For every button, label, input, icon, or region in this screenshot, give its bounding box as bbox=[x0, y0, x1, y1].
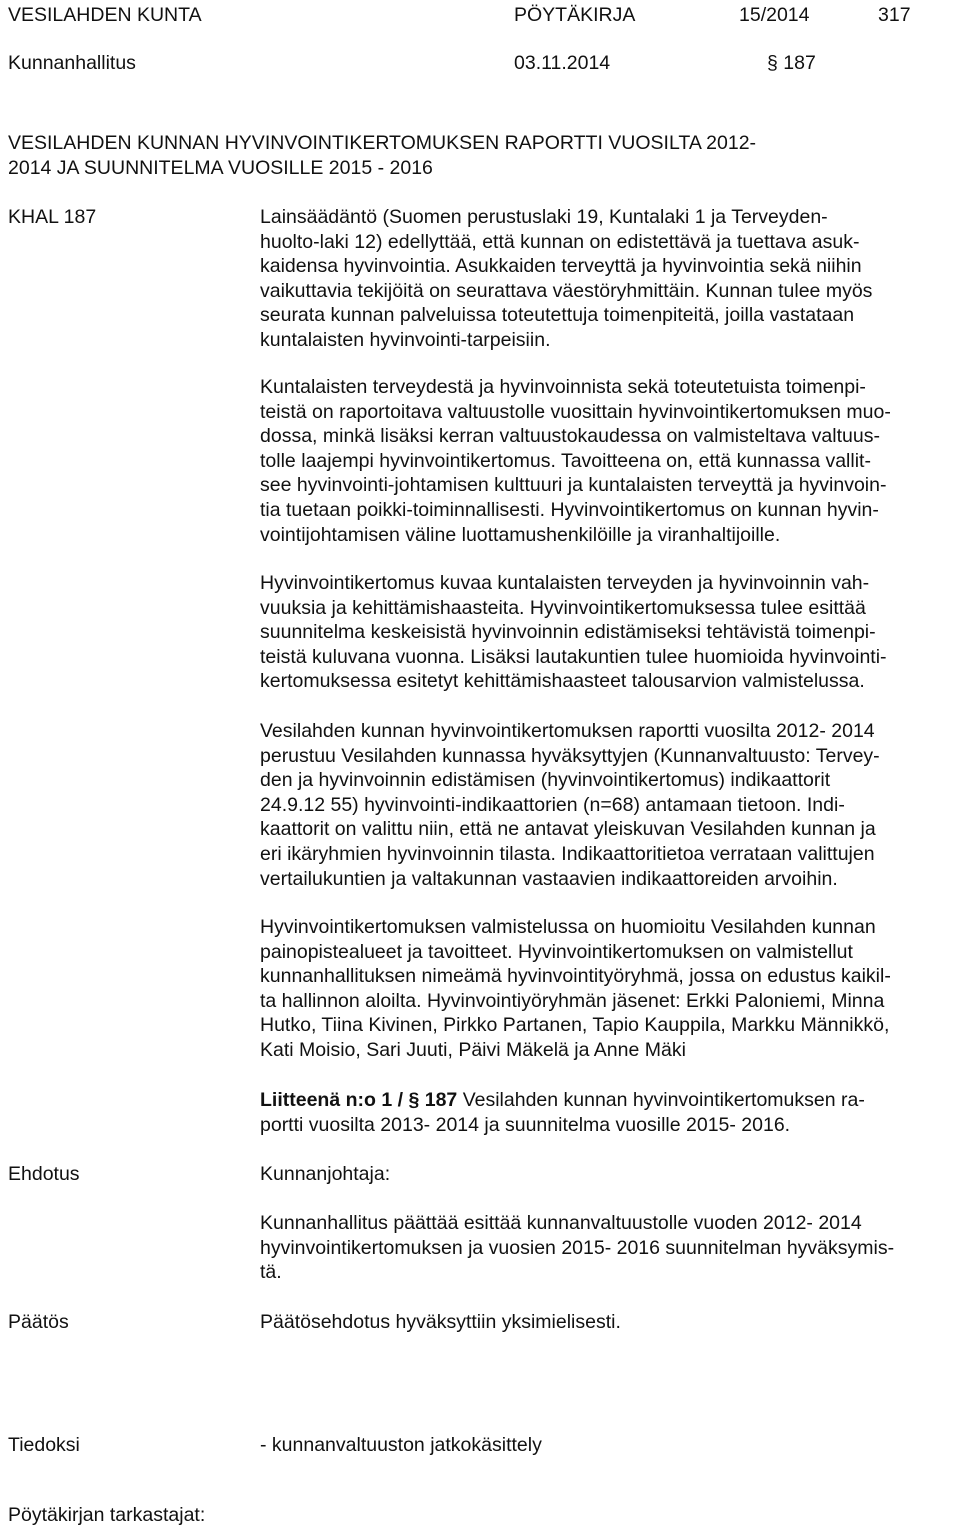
text-line: Kati Moisio, Sari Juuti, Päivi Mäkelä ja Anne Mäki bbox=[260, 1038, 686, 1061]
page-number: 317 bbox=[878, 4, 911, 26]
text-line: vointijohtamisen väline luottamushenkilöille ja viranhaltijoille. bbox=[260, 523, 781, 546]
decision-label: Päätös bbox=[8, 1311, 69, 1333]
text-line: tia tuetaan poikki-toiminnallisesti. Hyvinvointikertomus on kunnan hyvin- bbox=[260, 498, 879, 521]
proposal-author: Kunnanjohtaja: bbox=[260, 1163, 391, 1185]
text-line: kertomuksessa esitetyt kehittämishaasteet talousarvion valmistelussa. bbox=[260, 670, 865, 693]
decision-text: Päätösehdotus hyväksyttiin yksimielisesti. bbox=[260, 1311, 621, 1333]
meeting-body: Kunnanhallitus bbox=[8, 52, 136, 74]
section-symbol: § bbox=[408, 1089, 420, 1111]
text-line: kaidensa hyvinvointia. Asukkaiden terveyttä ja hyvinvointia sekä niihin bbox=[260, 255, 862, 278]
text-line: Kuntalaisten terveydestä ja hyvinvoinnista sekä toteutetuista toimenpi- bbox=[260, 376, 866, 398]
meeting-date: 03.11.2014 bbox=[514, 52, 611, 74]
text-line: den ja hyvinvoinnin edistämisen (hyvinvointikertomus) indikaattorit bbox=[260, 769, 831, 792]
text-line: Hutko, Tiina Kivinen, Pirkko Partanen, Tapio Kauppila, Markku Männikkö, bbox=[260, 1014, 890, 1037]
text-line: eri ikäryhmien hyvinvoinnin tilasta. Indikaattoritietoa verrataan valittujen bbox=[260, 842, 875, 865]
text-line: kunnanhallituksen nimeämä hyvinvointityöryhmä, jossa on edustus kaikil- bbox=[260, 965, 891, 988]
reviewers-label: Pöytäkirjan tarkastajat: bbox=[8, 1504, 206, 1526]
text-line: kaattorit on valittu niin, että ne antavat yleiskuvan Vesilahden kunnan ja bbox=[260, 818, 876, 841]
notices-label: Tiedoksi bbox=[8, 1434, 80, 1456]
proposal-label: Ehdotus bbox=[8, 1163, 80, 1185]
proposal-text bbox=[260, 1211, 960, 1285]
text-line: painopistealueet ja tavoitteet. Hyvinvointikertomuksen on valmistellut bbox=[260, 940, 853, 963]
attachment-section-number: 187 bbox=[424, 1089, 458, 1111]
section-number: 187 bbox=[783, 52, 816, 74]
text-line: kuntalaisten hyvinvointi-tarpeisiin. bbox=[260, 328, 551, 351]
section-reference bbox=[767, 51, 816, 75]
title-line-2: 2014 JA SUUNNITELMA VUOSILLE 2015 - 2016 bbox=[8, 157, 433, 179]
section-symbol: § bbox=[767, 52, 778, 74]
text-line: Vesilahden kunnan hyvinvointikertomuksen raportti vuosilta 2012- 2014 bbox=[260, 720, 875, 742]
text-line: dossa, minkä lisäksi kerran valtuustokaudessa on valmisteltava valtuus- bbox=[260, 425, 880, 448]
text-line: vaikuttavia tekijöitä on seurattava väestöryhmittäin. Kunnan tulee myös bbox=[260, 279, 873, 302]
title-line-1: VESILAHDEN KUNNAN HYVINVOINTIKERTOMUKSEN RAPORTTI VUOSILTA 2012- bbox=[8, 132, 757, 154]
attachment-note bbox=[260, 1088, 960, 1137]
document-type: PÖYTÄKIRJA bbox=[514, 4, 636, 26]
text-line: seurata kunnan palveluissa toteutettuja toimenpiteitä, joilla vastataan bbox=[260, 304, 855, 327]
paragraph-indicators bbox=[260, 719, 960, 891]
case-label: KHAL 187 bbox=[8, 206, 97, 228]
attachment-label: Liitteenä n:o 1 / bbox=[260, 1089, 404, 1111]
text-line: vertailukuntien ja valtakunnan vastaavien indikaattoreiden arvoihin. bbox=[260, 867, 838, 890]
text-line: hyvinvointikertomuksen ja vuosien 2015- 2016 suunnitelman hyväksymis- bbox=[260, 1236, 895, 1259]
text-line: 24.9.12 55) hyvinvointi-indikaattorien (n=68) antamaan tietoon. Indi- bbox=[260, 793, 845, 816]
text-line: teistä kuluvana vuonna. Lisäksi lautakuntien tulee huomioida hyvinvointi- bbox=[260, 645, 887, 668]
notices-text: - kunnanvaltuuston jatkokäsittely bbox=[260, 1434, 542, 1456]
text-line: perustuu Vesilahden kunnassa hyväksyttyjen (Kunnanvaltuusto: Tervey- bbox=[260, 744, 880, 767]
attachment-text: Vesilahden kunnan hyvinvointikertomuksen ra- bbox=[462, 1089, 865, 1111]
attachment-line-2: portti vuosilta 2013- 2014 ja suunnitelma vuosille 2015- 2016. bbox=[260, 1113, 791, 1136]
text-line: huolto-laki 12) edellyttää, että kunnan on edistettävä ja tuettava asuk- bbox=[260, 230, 860, 253]
text-line: Hyvinvointikertomus kuvaa kuntalaisten terveyden ja hyvinvoinnin vah- bbox=[260, 572, 870, 594]
municipality-name: VESILAHDEN KUNTA bbox=[8, 4, 202, 26]
attachment-line-1 bbox=[260, 1088, 960, 1113]
document-number: 15/2014 bbox=[739, 4, 810, 26]
paragraph-legislation bbox=[260, 205, 960, 353]
paragraph-description bbox=[260, 571, 960, 694]
paragraph-reporting bbox=[260, 375, 960, 547]
text-line: suunnitelma keskeisistä hyvinvoinnin edistämiseksi tehtävistä toimenpi- bbox=[260, 621, 876, 644]
text-line: Kunnanhallitus päättää esittää kunnanvaltuustolle vuoden 2012- 2014 bbox=[260, 1212, 862, 1234]
text-line: Hyvinvointikertomuksen valmistelussa on huomioitu Vesilahden kunnan bbox=[260, 916, 876, 938]
text-line: teistä on raportoitava valtuustolle vuosittain hyvinvointikertomuksen muo- bbox=[260, 400, 891, 423]
text-line: tä. bbox=[260, 1261, 282, 1284]
paragraph-working-group bbox=[260, 915, 960, 1063]
text-line: see hyvinvointi-johtamisen kulttuuri ja kuntalaisten terveyttä ja hyvinvoin- bbox=[260, 474, 887, 497]
text-line: vuuksia ja kehittämishaasteita. Hyvinvointikertomuksessa tulee esittää bbox=[260, 596, 866, 619]
text-line: ta hallinnon aloilta. Hyvinvointiyöryhmän jäsenet: Erkki Paloniemi, Minna bbox=[260, 989, 885, 1012]
text-line: Lainsäädäntö (Suomen perustuslaki 19, Kuntalaki 1 ja Terveyden- bbox=[260, 206, 828, 228]
text-line: tolle laajempi hyvinvointikertomus. Tavoitteena on, että kunnassa vallit- bbox=[260, 449, 871, 472]
